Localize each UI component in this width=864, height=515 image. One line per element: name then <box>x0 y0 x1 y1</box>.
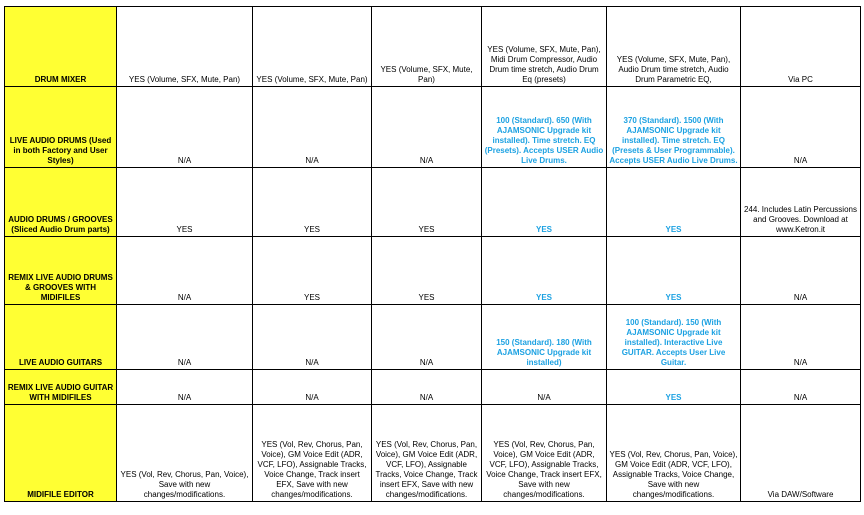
table-cell: N/A <box>372 370 482 405</box>
table-row <box>5 87 861 168</box>
table-cell: YES (Volume, SFX, Mute, Pan), Midi Drum Compressor, Audio Drum time stretch, Audio Drum Eq (presets) <box>482 7 607 87</box>
row-label-midifile-editor: MIDIFILE EDITOR <box>5 405 117 502</box>
table-cell-highlight: 150 (Standard). 180 (With AJAMSONIC Upgrade kit installed) <box>482 305 607 370</box>
table-cell: N/A <box>372 305 482 370</box>
table-cell-highlight: 370 (Standard). 1500 (With AJAMSONIC Upgrade kit installed). Time stretch. EQ (Presets & User Programmable). Accepts USER Audio Live Drums. <box>607 87 741 168</box>
table-cell: N/A <box>741 87 861 168</box>
table-cell: N/A <box>741 370 861 405</box>
table-cell: 244. Includes Latin Percussions and Grooves. Download at www.Ketron.it <box>741 168 861 237</box>
table-cell: YES (Volume, SFX, Mute, Pan) <box>372 7 482 87</box>
table-cell: N/A <box>117 305 253 370</box>
table-cell-highlight: YES <box>607 370 741 405</box>
row-label-audio-drums-grooves: AUDIO DRUMS / GROOVES (Sliced Audio Drum parts) <box>5 168 117 237</box>
row-label-live-audio-drums: LIVE AUDIO DRUMS (Used in both Factory and User Styles) <box>5 87 117 168</box>
comparison-table <box>4 6 861 502</box>
table-cell: YES <box>372 168 482 237</box>
table-cell: YES (Vol, Rev, Chorus, Pan, Voice), GM Voice Edit (ADR, VCF, LFO), Assignable Tracks, Voice Change, Save with new changes/modifications. <box>607 405 741 502</box>
table-cell: N/A <box>253 87 372 168</box>
table-cell: N/A <box>741 305 861 370</box>
table-cell: YES (Volume, SFX, Mute, Pan) <box>117 7 253 87</box>
table-row <box>5 168 861 237</box>
table-cell: YES (Vol, Rev, Chorus, Pan, Voice), GM Voice Edit (ADR, VCF, LFO), Assignable Tracks, Voice Change, Track insert EFX, Save with new changes/modifications. <box>372 405 482 502</box>
table-row <box>5 237 861 305</box>
table-cell-highlight: YES <box>607 168 741 237</box>
table-cell: N/A <box>482 370 607 405</box>
table-cell: N/A <box>117 87 253 168</box>
table-row <box>5 7 861 87</box>
table-cell: Via PC <box>741 7 861 87</box>
table-cell: YES <box>117 168 253 237</box>
table-row <box>5 305 861 370</box>
table-cell-highlight: YES <box>482 237 607 305</box>
table-cell: N/A <box>117 237 253 305</box>
table-cell-highlight: 100 (Standard). 150 (With AJAMSONIC Upgrade kit installed). Interactive Live GUITAR. Accepts User Live Guitar. <box>607 305 741 370</box>
table-cell: YES (Volume, SFX, Mute, Pan) <box>253 7 372 87</box>
row-label-drum-mixer: DRUM MIXER <box>5 7 117 87</box>
table-cell: N/A <box>253 370 372 405</box>
table-cell: YES <box>372 237 482 305</box>
table-cell: N/A <box>741 237 861 305</box>
row-label-live-audio-guitars: LIVE AUDIO GUITARS <box>5 305 117 370</box>
table-cell: YES <box>253 168 372 237</box>
row-label-remix-live-audio-drums: REMIX LIVE AUDIO DRUMS & GROOVES WITH MIDIFILES <box>5 237 117 305</box>
table-cell: Via DAW/Software <box>741 405 861 502</box>
table-row <box>5 370 861 405</box>
table-cell: YES (Volume, SFX, Mute, Pan), Audio Drum time stretch, Audio Drum Parametric EQ, <box>607 7 741 87</box>
table-cell-highlight: 100 (Standard). 650 (With AJAMSONIC Upgrade kit installed). Time stretch. EQ (Presets). Accepts USER Audio Live Drums. <box>482 87 607 168</box>
table-cell: YES (Vol, Rev, Chorus, Pan, Voice), Save with new changes/modifications. <box>117 405 253 502</box>
table-cell: YES <box>253 237 372 305</box>
table-cell: N/A <box>253 305 372 370</box>
table-cell: N/A <box>117 370 253 405</box>
table-cell-highlight: YES <box>482 168 607 237</box>
table-row <box>5 405 861 502</box>
table-cell: N/A <box>372 87 482 168</box>
row-label-remix-live-audio-guitar: REMIX LIVE AUDIO GUITAR WITH MIDIFILES <box>5 370 117 405</box>
table-cell: YES (Vol, Rev, Chorus, Pan, Voice), GM Voice Edit (ADR, VCF, LFO), Assignable Tracks, Voice Change, Track insert EFX, Save with new changes/modifications. <box>253 405 372 502</box>
table-cell: YES (Vol, Rev, Chorus, Pan, Voice), GM Voice Edit (ADR, VCF, LFO), Assignable Tracks, Voice Change, Track insert EFX, Save with new changes/modifications. <box>482 405 607 502</box>
table-cell-highlight: YES <box>607 237 741 305</box>
